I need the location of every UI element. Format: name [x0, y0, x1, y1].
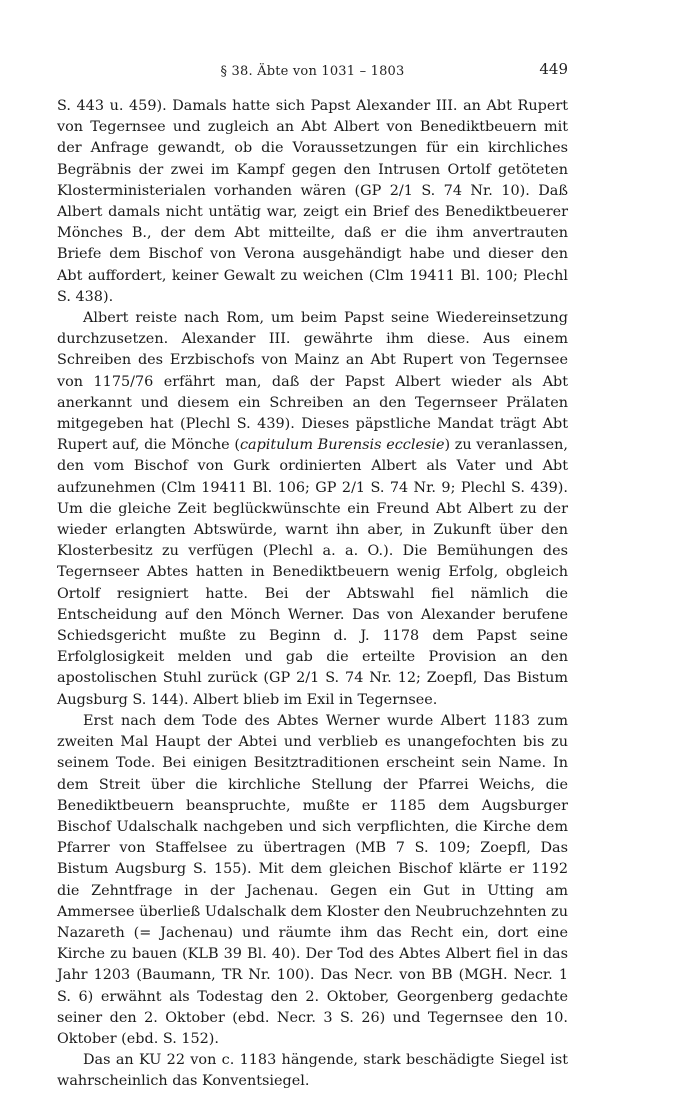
body-text — [57, 96, 568, 1093]
paragraph — [57, 96, 568, 308]
section-title: § 38. Äbte von 1031 – 1803 — [220, 64, 405, 79]
running-head — [57, 58, 568, 84]
text-run: Erst nach dem Tode des Abtes Werner wurde Albert 1183 zum zweiten Mal Haupt der Abtei und verblieb es unangefochten bis zu seinem Tode. Bei einigen Besitztraditionen erscheint sein Name. In dem Streit über die kirchliche Stellung der Pfarrei Weichs, die Benediktbeuern beanspruchte, mußte er 1185 dem Augsburger Bischof Udalschalk nachgeben und sich verpflichten, die Kirche dem Pfarrer von Staffelsee zu übertragen (MB 7 S. 109; Zoepfl, Das Bistum Augsburg S. 155). Mit dem gleichen Bischof klärte er 1192 die Zehntfrage in der Jachenau. Gegen ein Gut in Utting am Ammersee überließ Udalschalk dem Kloster den Neubruchzehnten zu Nazareth (= Jachenau) und räumte ihm das Recht ein, dort eine Kirche zu bauen (KLB 39 Bl. 40). Der Tod des Abtes Albert fiel in das Jahr 1203 (Baumann, TR Nr. 100). Das Necr. von BB (MGH. Necr. 1 S. 6) erwähnt als Todestag den 2. Oktober, Georgenberg gedachte seiner den 2. Oktober (ebd. Necr. 3 S. 26) und Tegernsee den 10. Oktober (ebd. S. 152). — [57, 712, 568, 1047]
page-number: 449 — [539, 60, 568, 78]
text-run: Albert reiste nach Rom, um beim Papst seine Wiedereinsetzung durchzusetzen. Alexander III. gewährte ihm diese. Aus einem Schreiben des Erzbischofs von Mainz an Abt Rupert von Tegernsee von 1175/76 erfährt man, daß der Papst Albert wieder als Abt anerkannt und diesem ein Schreiben an den Tegernseer Prälaten mitgegeben hat (Plechl S. 439). Dieses päpstliche Mandat trägt Abt Rupert auf, die Mönche ( — [57, 310, 568, 454]
text-run: Das an KU 22 von c. 1183 hängende, stark beschädigte Siegel ist wahrscheinlich das Konventsiegel. — [57, 1052, 568, 1090]
paragraph — [57, 1050, 568, 1092]
text-run: S. 443 u. 459). Damals hatte sich Papst Alexander III. an Abt Rupert von Tegernsee und zugleich an Abt Albert von Benediktbeuern mit der Anfrage gewandt, ob die Voraussetzungen für ein kirchliches Begräbnis der zwei im Kampf gegen den Intrusen Ortolf getöteten Klosterministerialen vorhanden wären (GP 2/1 S. 74 Nr. 10). Daß Albert damals nicht untätig war, zeigt ein Brief des Benediktbeuerer Mönches B., der dem Abt mitteilte, daß er die ihm anvertrauten Briefe dem Bischof von Verona ausgehändigt habe und dieser den Abt auffordert, keiner Gewalt zu weichen (Clm 19411 Bl. 100; Plechl S. 438). — [57, 98, 568, 305]
paragraph — [57, 308, 568, 711]
text-run: ) zu veranlassen, den vom Bischof von Gurk ordinierten Albert als Vater und Abt aufzunehmen (Clm 19411 Bl. 106; GP 2/1 S. 74 Nr. 9; Plechl S. 439). Um die gleiche Zeit beglückwünschte ein Freund Abt Albert zu der wieder erlangten Abtswürde, warnt ihn aber, in Zukunft über den Klosterbesitz zu verfügen (Plechl a. a. O.). Die Bemühungen des Tegernseer Abtes hatten in Benediktbeuern wenig Erfolg, obgleich Ortolf resigniert hatte. Bei der Abtswahl fiel nämlich die Entscheidung auf den Mönch Werner. Das von Alexander berufene Schiedsgericht mußte zu Beginn d. J. 1178 dem Papst seine Erfolglosigkeit melden und gab die erteilte Provision an den apostolischen Stuhl zurück (GP 2/1 S. 74 Nr. 12; Zoepfl, Das Bistum Augsburg S. 144). Albert blieb im Exil in Tegernsee. — [57, 437, 568, 708]
paragraph — [57, 711, 568, 1050]
italic-text: capitulum Burensis ecclesie — [239, 437, 445, 454]
book-page — [57, 58, 568, 1093]
